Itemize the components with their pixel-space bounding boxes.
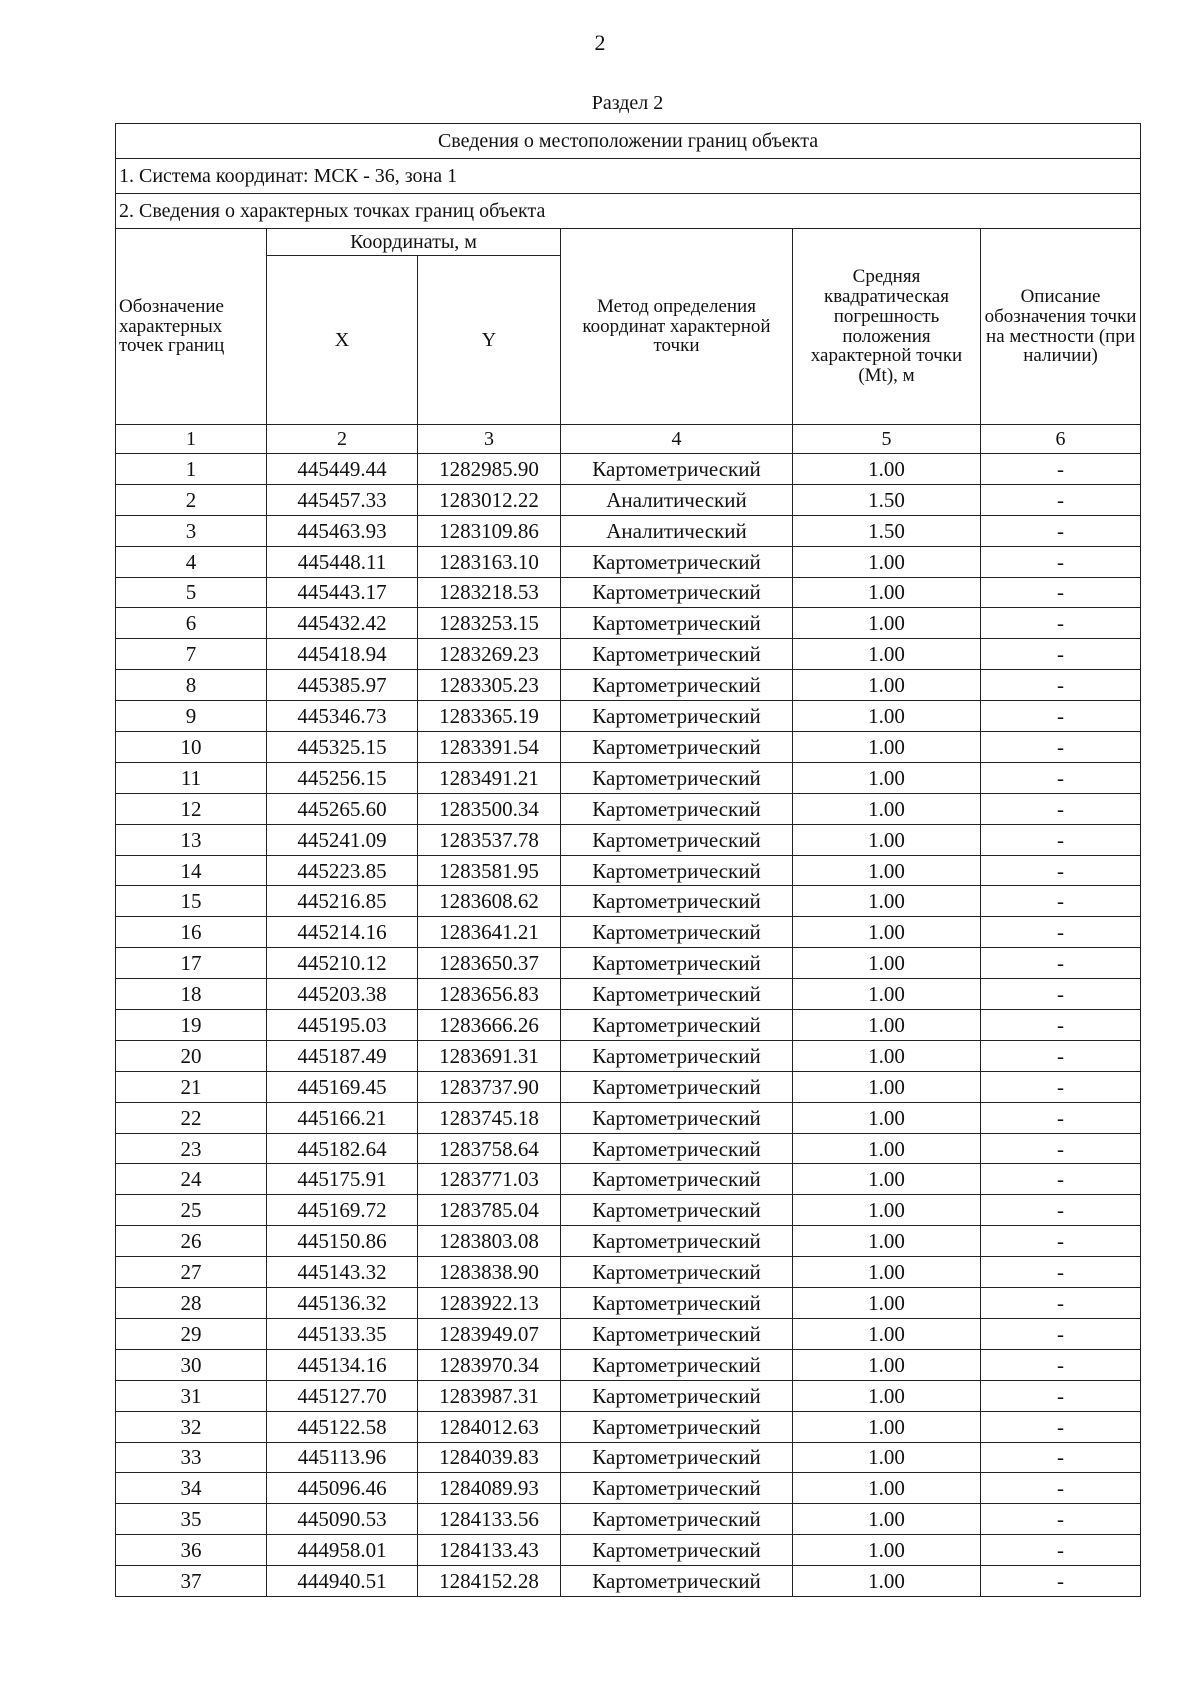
table-row	[116, 1288, 1141, 1319]
x-coord-cell: 445216.85	[267, 886, 418, 917]
coord-system: 1. Система координат: МСК - 36, зона 1	[116, 159, 1141, 194]
method-cell: Картометрический	[561, 1442, 793, 1473]
coord-system-row	[116, 159, 1141, 194]
table-row	[116, 1318, 1141, 1349]
y-coord-cell: 1284089.93	[418, 1473, 561, 1504]
table-body	[116, 124, 1141, 1597]
error-cell: 1.00	[793, 1040, 981, 1071]
table-title: Сведения о местоположении границ объекта	[116, 124, 1141, 159]
table-row	[116, 1133, 1141, 1164]
table-row	[116, 639, 1141, 670]
x-coord-cell: 445169.72	[267, 1195, 418, 1226]
table-row	[116, 577, 1141, 608]
description-cell: -	[981, 639, 1141, 670]
x-coord-cell: 445223.85	[267, 855, 418, 886]
description-cell: -	[981, 1133, 1141, 1164]
error-cell: 1.00	[793, 886, 981, 917]
table-row	[116, 1257, 1141, 1288]
point-number-cell: 34	[116, 1473, 267, 1504]
error-cell: 1.00	[793, 917, 981, 948]
method-cell: Картометрический	[561, 1040, 793, 1071]
x-coord-cell: 445325.15	[267, 732, 418, 763]
x-coord-cell: 445169.45	[267, 1071, 418, 1102]
table-row	[116, 1566, 1141, 1597]
y-coord-cell: 1283650.37	[418, 948, 561, 979]
x-coord-cell: 445143.32	[267, 1257, 418, 1288]
y-coord-cell: 1283365.19	[418, 701, 561, 732]
y-coord-cell: 1283785.04	[418, 1195, 561, 1226]
header-y: Y	[418, 256, 561, 425]
point-number-cell: 4	[116, 546, 267, 577]
x-coord-cell: 445187.49	[267, 1040, 418, 1071]
x-coord-cell: 445195.03	[267, 1010, 418, 1041]
description-cell: -	[981, 454, 1141, 485]
description-cell: -	[981, 979, 1141, 1010]
description-cell: -	[981, 1318, 1141, 1349]
method-cell: Картометрический	[561, 824, 793, 855]
x-coord-cell: 445133.35	[267, 1318, 418, 1349]
table-row	[116, 1010, 1141, 1041]
point-number-cell: 27	[116, 1257, 267, 1288]
table-row	[116, 1071, 1141, 1102]
table-row	[116, 1040, 1141, 1071]
method-cell: Картометрический	[561, 1349, 793, 1380]
method-cell: Картометрический	[561, 1504, 793, 1535]
point-number-cell: 7	[116, 639, 267, 670]
error-cell: 1.00	[793, 546, 981, 577]
error-cell: 1.00	[793, 793, 981, 824]
point-number-cell: 12	[116, 793, 267, 824]
y-coord-cell: 1283987.31	[418, 1380, 561, 1411]
point-number-cell: 25	[116, 1195, 267, 1226]
y-coord-cell: 1282985.90	[418, 454, 561, 485]
method-cell: Картометрический	[561, 670, 793, 701]
method-cell: Аналитический	[561, 484, 793, 515]
y-coord-cell: 1283163.10	[418, 546, 561, 577]
table-row	[116, 1411, 1141, 1442]
method-cell: Картометрический	[561, 1411, 793, 1442]
method-cell: Картометрический	[561, 793, 793, 824]
method-cell: Картометрический	[561, 1164, 793, 1195]
method-cell: Картометрический	[561, 701, 793, 732]
method-cell: Картометрический	[561, 762, 793, 793]
description-cell: -	[981, 515, 1141, 546]
error-cell: 1.00	[793, 701, 981, 732]
description-cell: -	[981, 1535, 1141, 1566]
column-number: 6	[981, 425, 1141, 454]
table-row	[116, 701, 1141, 732]
column-number: 5	[793, 425, 981, 454]
header-method: Метод определения координат характерной точки	[561, 229, 793, 425]
point-number-cell: 35	[116, 1504, 267, 1535]
method-cell: Картометрический	[561, 979, 793, 1010]
error-cell: 1.00	[793, 1535, 981, 1566]
description-cell: -	[981, 1071, 1141, 1102]
column-number: 1	[116, 425, 267, 454]
description-cell: -	[981, 1102, 1141, 1133]
description-cell: -	[981, 886, 1141, 917]
point-number-cell: 15	[116, 886, 267, 917]
point-number-cell: 8	[116, 670, 267, 701]
point-number-cell: 1	[116, 454, 267, 485]
table-row	[116, 1442, 1141, 1473]
y-coord-cell: 1283269.23	[418, 639, 561, 670]
point-number-cell: 18	[116, 979, 267, 1010]
error-cell: 1.00	[793, 1411, 981, 1442]
y-coord-cell: 1284012.63	[418, 1411, 561, 1442]
error-cell: 1.00	[793, 1226, 981, 1257]
error-cell: 1.00	[793, 732, 981, 763]
x-coord-cell: 445432.42	[267, 608, 418, 639]
x-coord-cell: 445136.32	[267, 1288, 418, 1319]
header-x: X	[267, 256, 418, 425]
method-cell: Картометрический	[561, 1535, 793, 1566]
y-coord-cell: 1283691.31	[418, 1040, 561, 1071]
method-cell: Картометрический	[561, 577, 793, 608]
y-coord-cell: 1283391.54	[418, 732, 561, 763]
description-cell: -	[981, 1040, 1141, 1071]
table-row	[116, 948, 1141, 979]
point-number-cell: 9	[116, 701, 267, 732]
description-cell: -	[981, 1349, 1141, 1380]
error-cell: 1.00	[793, 1195, 981, 1226]
description-cell: -	[981, 1442, 1141, 1473]
error-cell: 1.00	[793, 855, 981, 886]
method-cell: Картометрический	[561, 546, 793, 577]
description-cell: -	[981, 577, 1141, 608]
error-cell: 1.00	[793, 824, 981, 855]
table-row	[116, 855, 1141, 886]
table-row	[116, 762, 1141, 793]
table-row	[116, 515, 1141, 546]
x-coord-cell: 445256.15	[267, 762, 418, 793]
error-cell: 1.00	[793, 1349, 981, 1380]
y-coord-cell: 1283253.15	[418, 608, 561, 639]
y-coord-cell: 1283737.90	[418, 1071, 561, 1102]
y-coord-cell: 1283745.18	[418, 1102, 561, 1133]
error-cell: 1.00	[793, 1288, 981, 1319]
point-number-cell: 37	[116, 1566, 267, 1597]
table-row	[116, 886, 1141, 917]
description-cell: -	[981, 1288, 1141, 1319]
y-coord-cell: 1284133.43	[418, 1535, 561, 1566]
description-cell: -	[981, 732, 1141, 763]
table-row	[116, 1535, 1141, 1566]
error-cell: 1.00	[793, 979, 981, 1010]
description-cell: -	[981, 1504, 1141, 1535]
point-number-cell: 29	[116, 1318, 267, 1349]
y-coord-cell: 1283970.34	[418, 1349, 561, 1380]
table-row	[116, 1195, 1141, 1226]
y-coord-cell: 1283500.34	[418, 793, 561, 824]
error-cell: 1.00	[793, 1566, 981, 1597]
error-cell: 1.00	[793, 670, 981, 701]
table-row	[116, 1380, 1141, 1411]
x-coord-cell: 445443.17	[267, 577, 418, 608]
point-number-cell: 2	[116, 484, 267, 515]
column-number: 2	[267, 425, 418, 454]
header-coords-group: Координаты, м	[267, 229, 561, 256]
table-row	[116, 608, 1141, 639]
method-cell: Картометрический	[561, 1133, 793, 1164]
point-number-cell: 36	[116, 1535, 267, 1566]
y-coord-cell: 1283922.13	[418, 1288, 561, 1319]
y-coord-cell: 1283803.08	[418, 1226, 561, 1257]
x-coord-cell: 445214.16	[267, 917, 418, 948]
point-number-cell: 24	[116, 1164, 267, 1195]
x-coord-cell: 445127.70	[267, 1380, 418, 1411]
y-coord-cell: 1283656.83	[418, 979, 561, 1010]
error-cell: 1.00	[793, 1164, 981, 1195]
table-row	[116, 1349, 1141, 1380]
x-coord-cell: 445090.53	[267, 1504, 418, 1535]
description-cell: -	[981, 948, 1141, 979]
y-coord-cell: 1283771.03	[418, 1164, 561, 1195]
point-number-cell: 5	[116, 577, 267, 608]
error-cell: 1.00	[793, 1071, 981, 1102]
points-header-row	[116, 194, 1141, 229]
error-cell: 1.00	[793, 1380, 981, 1411]
header-error: Средняя квадратическая погрешность положения характерной точки (Mt), м	[793, 229, 981, 425]
description-cell: -	[981, 701, 1141, 732]
point-number-cell: 26	[116, 1226, 267, 1257]
header-designation: Обозначение характерных точек границ	[116, 229, 267, 425]
point-number-cell: 30	[116, 1349, 267, 1380]
table-row	[116, 1226, 1141, 1257]
description-cell: -	[981, 1411, 1141, 1442]
method-cell: Аналитический	[561, 515, 793, 546]
table-row	[116, 917, 1141, 948]
x-coord-cell: 445175.91	[267, 1164, 418, 1195]
error-cell: 1.00	[793, 1442, 981, 1473]
error-cell: 1.50	[793, 515, 981, 546]
description-cell: -	[981, 1566, 1141, 1597]
table-row	[116, 979, 1141, 1010]
table-row	[116, 824, 1141, 855]
method-cell: Картометрический	[561, 1010, 793, 1041]
method-cell: Картометрический	[561, 1195, 793, 1226]
description-cell: -	[981, 1257, 1141, 1288]
column-header-row	[116, 229, 1141, 256]
y-coord-cell: 1283838.90	[418, 1257, 561, 1288]
y-coord-cell: 1283608.62	[418, 886, 561, 917]
table-row	[116, 732, 1141, 763]
column-number: 3	[418, 425, 561, 454]
x-coord-cell: 445449.44	[267, 454, 418, 485]
method-cell: Картометрический	[561, 1102, 793, 1133]
x-coord-cell: 445134.16	[267, 1349, 418, 1380]
page-number: 2	[594, 30, 606, 55]
table-row	[116, 1102, 1141, 1133]
point-number-cell: 32	[116, 1411, 267, 1442]
x-coord-cell: 445166.21	[267, 1102, 418, 1133]
x-coord-cell: 445265.60	[267, 793, 418, 824]
x-coord-cell: 445418.94	[267, 639, 418, 670]
point-number-cell: 20	[116, 1040, 267, 1071]
points-header: 2. Сведения о характерных точках границ объекта	[116, 194, 1141, 229]
description-cell: -	[981, 1473, 1141, 1504]
error-cell: 1.00	[793, 1257, 981, 1288]
x-coord-cell: 445385.97	[267, 670, 418, 701]
method-cell: Картометрический	[561, 855, 793, 886]
y-coord-cell: 1283758.64	[418, 1133, 561, 1164]
table-row	[116, 670, 1141, 701]
description-cell: -	[981, 917, 1141, 948]
method-cell: Картометрический	[561, 639, 793, 670]
point-number-cell: 16	[116, 917, 267, 948]
method-cell: Картометрический	[561, 1288, 793, 1319]
description-cell: -	[981, 608, 1141, 639]
table-row	[116, 793, 1141, 824]
method-cell: Картометрический	[561, 732, 793, 763]
x-coord-cell: 445113.96	[267, 1442, 418, 1473]
point-number-cell: 23	[116, 1133, 267, 1164]
error-cell: 1.00	[793, 454, 981, 485]
y-coord-cell: 1283537.78	[418, 824, 561, 855]
method-cell: Картометрический	[561, 1473, 793, 1504]
error-cell: 1.00	[793, 608, 981, 639]
y-coord-cell: 1283491.21	[418, 762, 561, 793]
description-cell: -	[981, 855, 1141, 886]
description-cell: -	[981, 484, 1141, 515]
x-coord-cell: 445182.64	[267, 1133, 418, 1164]
x-coord-cell: 445448.11	[267, 546, 418, 577]
x-coord-cell: 445210.12	[267, 948, 418, 979]
method-cell: Картометрический	[561, 454, 793, 485]
error-cell: 1.00	[793, 1133, 981, 1164]
method-cell: Картометрический	[561, 886, 793, 917]
error-cell: 1.00	[793, 1010, 981, 1041]
point-number-cell: 3	[116, 515, 267, 546]
x-coord-cell: 445457.33	[267, 484, 418, 515]
point-number-cell: 11	[116, 762, 267, 793]
error-cell: 1.00	[793, 639, 981, 670]
point-number-cell: 21	[116, 1071, 267, 1102]
x-coord-cell: 445463.93	[267, 515, 418, 546]
description-cell: -	[981, 670, 1141, 701]
x-coord-cell: 445241.09	[267, 824, 418, 855]
error-cell: 1.00	[793, 1504, 981, 1535]
error-cell: 1.00	[793, 948, 981, 979]
column-numbers-row	[116, 425, 1141, 454]
y-coord-cell: 1283012.22	[418, 484, 561, 515]
error-cell: 1.00	[793, 762, 981, 793]
x-coord-cell: 445096.46	[267, 1473, 418, 1504]
method-cell: Картометрический	[561, 1226, 793, 1257]
description-cell: -	[981, 1380, 1141, 1411]
x-coord-cell: 445122.58	[267, 1411, 418, 1442]
point-number-cell: 28	[116, 1288, 267, 1319]
table-row	[116, 484, 1141, 515]
error-cell: 1.00	[793, 1473, 981, 1504]
x-coord-cell: 445346.73	[267, 701, 418, 732]
y-coord-cell: 1283666.26	[418, 1010, 561, 1041]
y-coord-cell: 1284039.83	[418, 1442, 561, 1473]
method-cell: Картометрический	[561, 608, 793, 639]
error-cell: 1.00	[793, 577, 981, 608]
point-number-cell: 14	[116, 855, 267, 886]
error-cell: 1.00	[793, 1318, 981, 1349]
y-coord-cell: 1283949.07	[418, 1318, 561, 1349]
method-cell: Картометрический	[561, 1380, 793, 1411]
y-coord-cell: 1283581.95	[418, 855, 561, 886]
y-coord-cell: 1283641.21	[418, 917, 561, 948]
description-cell: -	[981, 546, 1141, 577]
x-coord-cell: 445150.86	[267, 1226, 418, 1257]
y-coord-cell: 1283305.23	[418, 670, 561, 701]
point-number-cell: 31	[116, 1380, 267, 1411]
y-coord-cell: 1284133.56	[418, 1504, 561, 1535]
header-description: Описание обозначения точки на местности (при наличии)	[981, 229, 1141, 425]
point-number-cell: 6	[116, 608, 267, 639]
section-title: Раздел 2	[591, 92, 664, 114]
point-number-cell: 22	[116, 1102, 267, 1133]
x-coord-cell: 444940.51	[267, 1566, 418, 1597]
method-cell: Картометрический	[561, 1257, 793, 1288]
y-coord-cell: 1283109.86	[418, 515, 561, 546]
y-coord-cell: 1284152.28	[418, 1566, 561, 1597]
y-coord-cell: 1283218.53	[418, 577, 561, 608]
point-number-cell: 33	[116, 1442, 267, 1473]
table-row	[116, 1473, 1141, 1504]
table-row	[116, 546, 1141, 577]
error-cell: 1.00	[793, 1102, 981, 1133]
description-cell: -	[981, 1164, 1141, 1195]
method-cell: Картометрический	[561, 917, 793, 948]
method-cell: Картометрический	[561, 1566, 793, 1597]
description-cell: -	[981, 824, 1141, 855]
method-cell: Картометрический	[561, 1071, 793, 1102]
method-cell: Картометрический	[561, 1318, 793, 1349]
table-row	[116, 1504, 1141, 1535]
x-coord-cell: 444958.01	[267, 1535, 418, 1566]
method-cell: Картометрический	[561, 948, 793, 979]
description-cell: -	[981, 1010, 1141, 1041]
point-number-cell: 13	[116, 824, 267, 855]
description-cell: -	[981, 793, 1141, 824]
table-row	[116, 454, 1141, 485]
point-number-cell: 10	[116, 732, 267, 763]
coordinates-table	[115, 123, 1141, 1597]
description-cell: -	[981, 1226, 1141, 1257]
table-row	[116, 1164, 1141, 1195]
point-number-cell: 17	[116, 948, 267, 979]
x-coord-cell: 445203.38	[267, 979, 418, 1010]
error-cell: 1.50	[793, 484, 981, 515]
description-cell: -	[981, 762, 1141, 793]
column-number: 4	[561, 425, 793, 454]
description-cell: -	[981, 1195, 1141, 1226]
table-title-row	[116, 124, 1141, 159]
point-number-cell: 19	[116, 1010, 267, 1041]
